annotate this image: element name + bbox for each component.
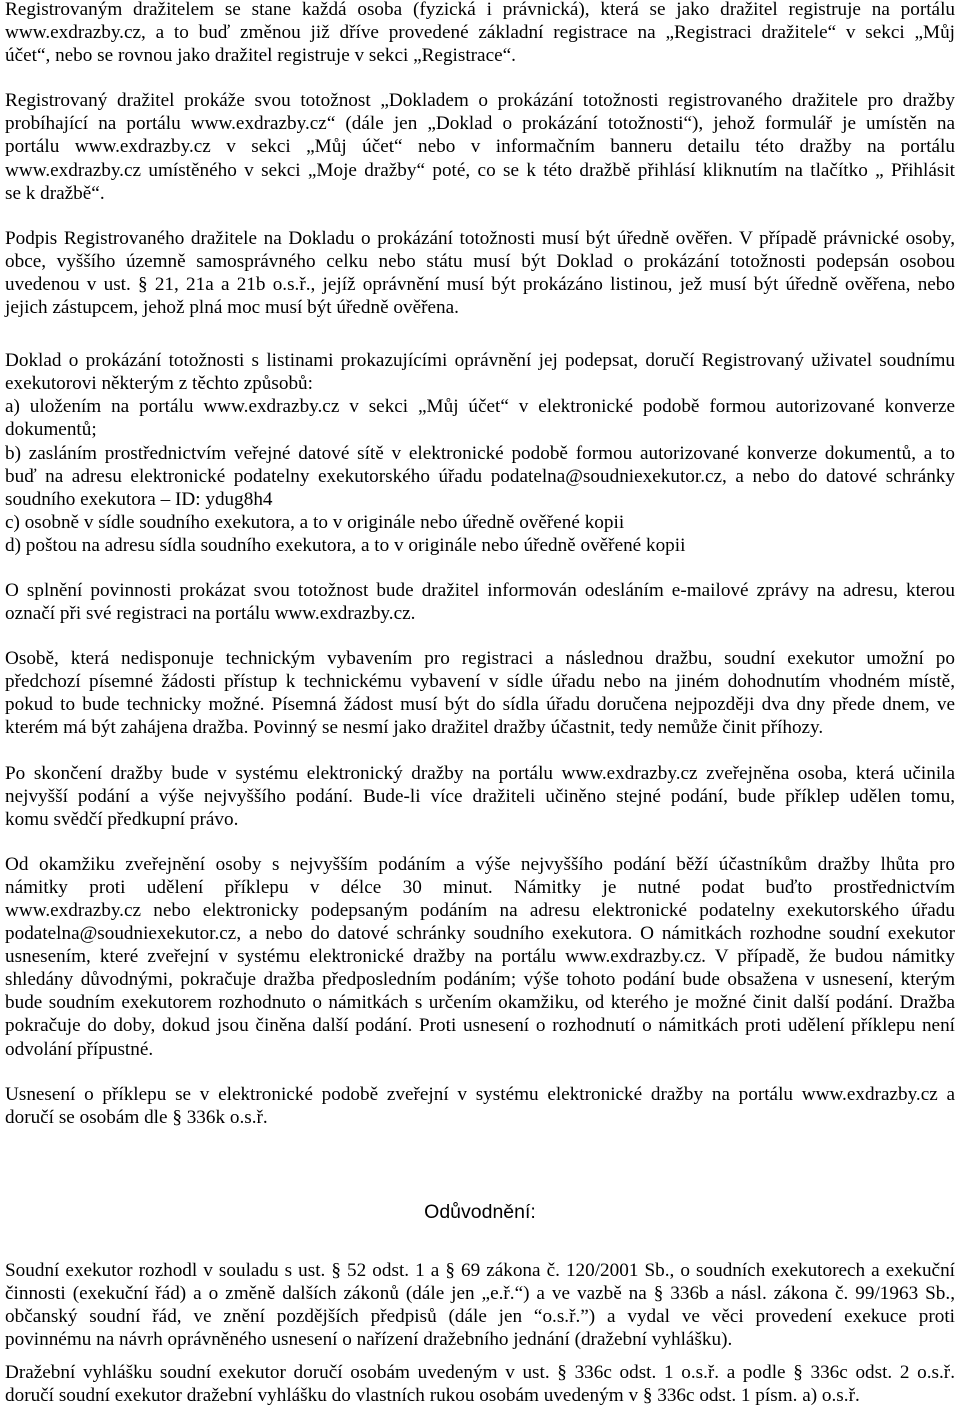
text-line: Soudní exekutor rozhodl v souladu s ust. § 52 odst. 1 a § 69 zákona č. 120/2001 Sb., o soudních exekutorech a exekuční (5, 1259, 955, 1281)
text-line: pokud to bude technicky možné. Písemná žádost musí být do sídla úřadu doručena nejpozději dva dny přede dnem, ve (5, 694, 955, 716)
text-line: pokračuje do doby, dokud jsou činěna další podání. Proti usnesení o rozhodnutí o námitkách proti udělení příklepu není (5, 1015, 955, 1037)
text-line: exekutorovi některým z těchto způsobů: (5, 373, 313, 395)
text-line: podatelna@soudniexekutor.cz, a nebo do datové schránky soudního exekutora. O námitkách rozhodne soudní exekutor (5, 923, 955, 945)
paragraph-signature (5, 227, 955, 319)
text-line: Od okamžiku zveřejnění osoby s nejvyšším podáním a výše nejvyššího podání běží účastníkům dražby lhůta pro (5, 853, 955, 875)
text-line: doručí se osobám dle § 336k o.s.ř. (5, 1106, 268, 1128)
text-line: činnosti (exekuční řád) a o změně dalších zákonů (dále jen „e.ř.“) a ve vazbě na § 336b a násl. zákona č. 99/1963 Sb., (5, 1283, 955, 1305)
text-line: Registrovaným dražitelem se stane každá osoba (fyzická i právnická), která se jako dražitel registruje na portálu (5, 0, 955, 20)
text-line: občanský soudní řád, ve znění pozdějších předpisů (dále jen “o.s.ř.”) a vydal ve věci provedení exekuce proti (5, 1306, 955, 1328)
text-line: usnesením, které zveřejní v systému elektronické dražby na portálu www.exdrazby.cz. V případě, že budou námitky (5, 946, 955, 968)
paragraph-auction-end (5, 762, 955, 831)
text-line: nejvyšší podání a výše nejvyššího podání. Bude-li více dražiteli učiněno stejné podání, bude příklep udělen tomu, (5, 785, 955, 807)
paragraph-legal-basis (5, 1259, 955, 1351)
text-line: Podpis Registrovaného dražitele na Dokladu o prokázání totožnosti musí být úředně ověřen. V případě právnické osoby, (5, 227, 955, 249)
text-line: komu svědčí předkupní právo. (5, 808, 239, 830)
text-line: se k dražbě“. (5, 182, 105, 204)
text-line: buď na adresu elektronické podatelny exekutorského úřadu podatelna@soudniexekutor.cz, a nebo do datové schránky (5, 465, 955, 487)
text-line: Po skončení dražby bude v systému elektronický dražby na portálu www.exdrazby.cz zveřejněna osoba, která učinila (5, 762, 955, 784)
paragraph-identity-proof (5, 89, 955, 204)
text-line: odvolání přípustné. (5, 1038, 154, 1060)
text-line: Dražební vyhlášku soudní exekutor doručí osobám uvedeným v ust. § 336c odst. 1 o.s.ř. a podle § 336c odst. 2 o.s.ř. (5, 1362, 955, 1384)
list-item-b: b) zasláním prostřednictvím veřejné datové sítě v elektronické podobě formou autorizované konverze dokumentů, a to (5, 442, 955, 464)
list-item-c: c) osobně v sídle soudního exekutora, a to v originále nebo úředně ověřené kopii (5, 511, 625, 533)
paragraph-technical-access (5, 647, 955, 739)
text-line: účet“, nebo se rovnou jako dražitel registruje v sekci „Registrace“. (5, 45, 516, 67)
text-line: uvedenou v ust. § 21, 21a a 21b o.s.ř., jejíž oprávnění musí být prokázáno listinou, jež musí být úředně ověřena, nebo (5, 273, 955, 295)
text-line: povinnému na návrh oprávněného usnesení o nařízení dražebního jednání (dražební vyhlášku). (5, 1329, 733, 1351)
text-line: O splnění povinnosti prokázat svou totožnost bude dražitel informován odesláním e-mailové zprávy na adresu, kterou (5, 579, 955, 601)
text-line: námitky proti udělení příklepu v délce 30 minut. Námitky je nutné podat buďto prostřednictvím (5, 876, 955, 898)
text-line: Doklad o prokázání totožnosti s listinami prokazujícími oprávnění jej podepsat, doručí Registrovaný uživatel soudnímu (5, 350, 955, 372)
text-line: označí při své registraci na portálu www.exdrazby.cz. (5, 603, 416, 625)
list-item-a: a) uložením na portálu www.exdrazby.cz v sekci „Můj účet“ v elektronické podobě formou autorizované konverze (5, 396, 955, 418)
text-line: kterém má být zahájena dražba. Povinný se nesmí jako dražitel dražby účastnit, tedy nemůže činit příhozy. (5, 717, 824, 739)
text-line: www.exdrazby.cz umístěného v sekci „Moje dražby“ poté, co se k této dražbě přihlásí kliknutím na tlačítko „ Přihlásit (5, 159, 955, 181)
text-line: probíhající na portálu www.exdrazby.cz“ (dále jen „Doklad o prokázání totožnosti“), jehož formulář je umístěn na (5, 113, 955, 135)
text-line: jejich zástupcem, jehož plná moc musí být úředně ověřena. (5, 297, 459, 319)
paragraph-objections (5, 853, 955, 1061)
text-line: obce, vyššího územně samosprávného celku nebo státu musí být Doklad o prokázání totožnosti podepsán osobou (5, 250, 955, 272)
text-line: bude soudním exekutorem rozhodnuto o námitkách s určením okamžiku, od kterého je možné činit další podání. Dražba (5, 992, 955, 1014)
text-line: www.exdrazby.cz nebo elektronicky podepsaným podáním na adresu elektronické podatelny exekutorského úřadu (5, 900, 955, 921)
text-line: www.exdrazby.cz, a to buď změnou již dříve provedené základní registrace na „Registraci dražitele“ v sekci „Můj (5, 22, 955, 44)
paragraph-registration (5, 0, 955, 67)
paragraph-email-notice (5, 579, 955, 625)
text-line: Osobě, která nedisponuje technickým vybavením pro registraci a následnou dražbu, soudní exekutor umožní po (5, 648, 955, 670)
paragraph-delivery-of-notice (5, 1361, 955, 1407)
paragraph-delivery-methods (5, 349, 955, 557)
section-heading-reasoning: Odůvodnění: (424, 1200, 536, 1223)
text-line: Usnesení o příklepu se v elektronické podobě zveřejní v systému elektronické dražby na portálu www.exdrazby.cz a (5, 1083, 955, 1105)
text-line: shledány důvodnými, pokračuje dražba předposledním podáním; výše tohoto podání bude obsažena v usnesení, kterým (5, 969, 955, 991)
text-line: Registrovaný dražitel prokáže svou totožnost „Dokladem o prokázání totožnosti registrovaného dražitele pro dražby (5, 90, 955, 112)
paragraph-hammer-resolution (5, 1083, 955, 1129)
list-item-d: d) poštou na adresu sídla soudního exekutora, a to v originále nebo úředně ověřené kopii (5, 534, 686, 556)
text-line: doručí soudní exekutor dražební vyhlášku do vlastních rukou osobám uvedeným v § 336c odst. 1 písm. a) o.s.ř. (5, 1385, 860, 1407)
document-body (5, 0, 955, 1408)
text-line: portálu www.exdrazby.cz v sekci „Můj účet“ nebo v informačním banneru detailu této dražby na portálu (5, 136, 955, 158)
text-line: dokumentů; (5, 419, 97, 441)
text-line: předchozí písemné žádosti přístup k technickému vybavení v sídle úřadu nebo na jiném dohodnutím vhodném místě, (5, 671, 955, 693)
text-line: soudního exekutora – ID: ydug8h4 (5, 488, 273, 510)
